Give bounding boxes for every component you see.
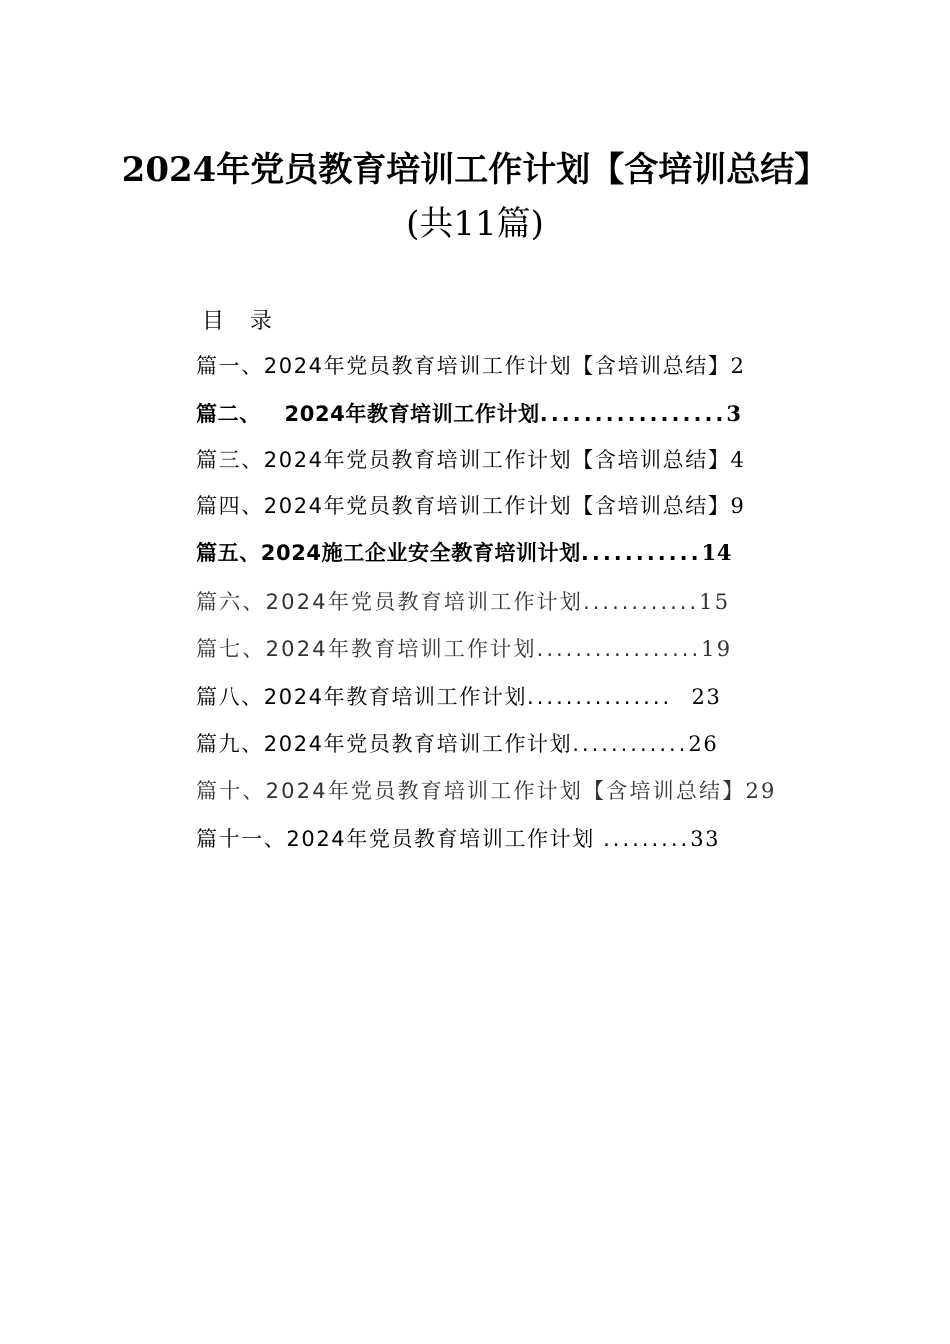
toc-entry-page: 15	[699, 590, 731, 614]
toc-entry-leader: ...............	[527, 685, 692, 709]
toc-entry-leader: .................	[536, 637, 702, 661]
toc-entry-1[interactable]	[196, 352, 745, 380]
toc-entry-3[interactable]	[196, 446, 745, 474]
toc-entry-leader: ...........	[580, 541, 702, 565]
toc-entry-11[interactable]	[196, 825, 720, 853]
toc-entry-leader: .................	[539, 402, 727, 426]
toc-entry-label: 篇四、2024年党员教育培训工作计划【含培训总结】	[196, 494, 731, 518]
toc-entry-label: 篇七、2024年教育培训工作计划	[196, 637, 537, 661]
toc-entry-page: 26	[688, 732, 719, 756]
toc-entry-label: 篇十一、2024年党员教育培训工作计划	[196, 827, 604, 851]
toc-entry-leader: ............	[583, 590, 700, 614]
toc-entry-page: 3	[726, 401, 742, 426]
toc-entry-page: 33	[690, 827, 721, 851]
toc-entry-page: 23	[691, 685, 722, 709]
toc-entry-leader: ............	[572, 732, 689, 756]
toc-entry-5[interactable]	[196, 539, 732, 567]
toc-entry-10[interactable]	[196, 777, 777, 805]
toc-entry-label: 篇六、2024年党员教育培训工作计划	[196, 590, 584, 614]
toc-entry-9[interactable]	[196, 730, 718, 758]
toc-entry-6[interactable]	[196, 588, 730, 616]
toc-entry-label: 篇十、2024年党员教育培训工作计划【含培训总结】	[196, 779, 746, 803]
toc-entry-leader: .........	[603, 827, 691, 851]
toc-heading: 目录	[202, 309, 299, 334]
toc-entry-4[interactable]	[196, 492, 745, 520]
toc-entry-page: 29	[745, 779, 777, 803]
toc-entry-2[interactable]	[196, 400, 742, 428]
toc-entry-page: 2	[730, 354, 746, 378]
toc-entry-page: 4	[730, 448, 746, 472]
toc-entry-label: 篇八、2024年教育培训工作计划	[196, 685, 528, 709]
toc-entry-8[interactable]	[196, 683, 721, 711]
toc-entry-page: 14	[701, 540, 733, 565]
toc-entry-label: 篇一、2024年党员教育培训工作计划【含培训总结】	[196, 354, 731, 378]
document-subtitle: (共11篇)	[406, 204, 544, 244]
toc-entry-label: 篇二、 2024年教育培训工作计划	[196, 402, 540, 426]
toc-entry-label: 篇三、2024年党员教育培训工作计划【含培训总结】	[196, 448, 731, 472]
toc-entry-label: 篇五、2024施工企业安全教育培训计划	[196, 541, 581, 565]
toc-entry-7[interactable]	[196, 635, 732, 663]
toc-entry-page: 9	[730, 494, 746, 518]
document-title: 2024年党员教育培训工作计划【含培训总结】	[121, 150, 829, 190]
toc-entry-label: 篇九、2024年党员教育培训工作计划	[196, 732, 573, 756]
toc-entry-page: 19	[701, 637, 733, 661]
